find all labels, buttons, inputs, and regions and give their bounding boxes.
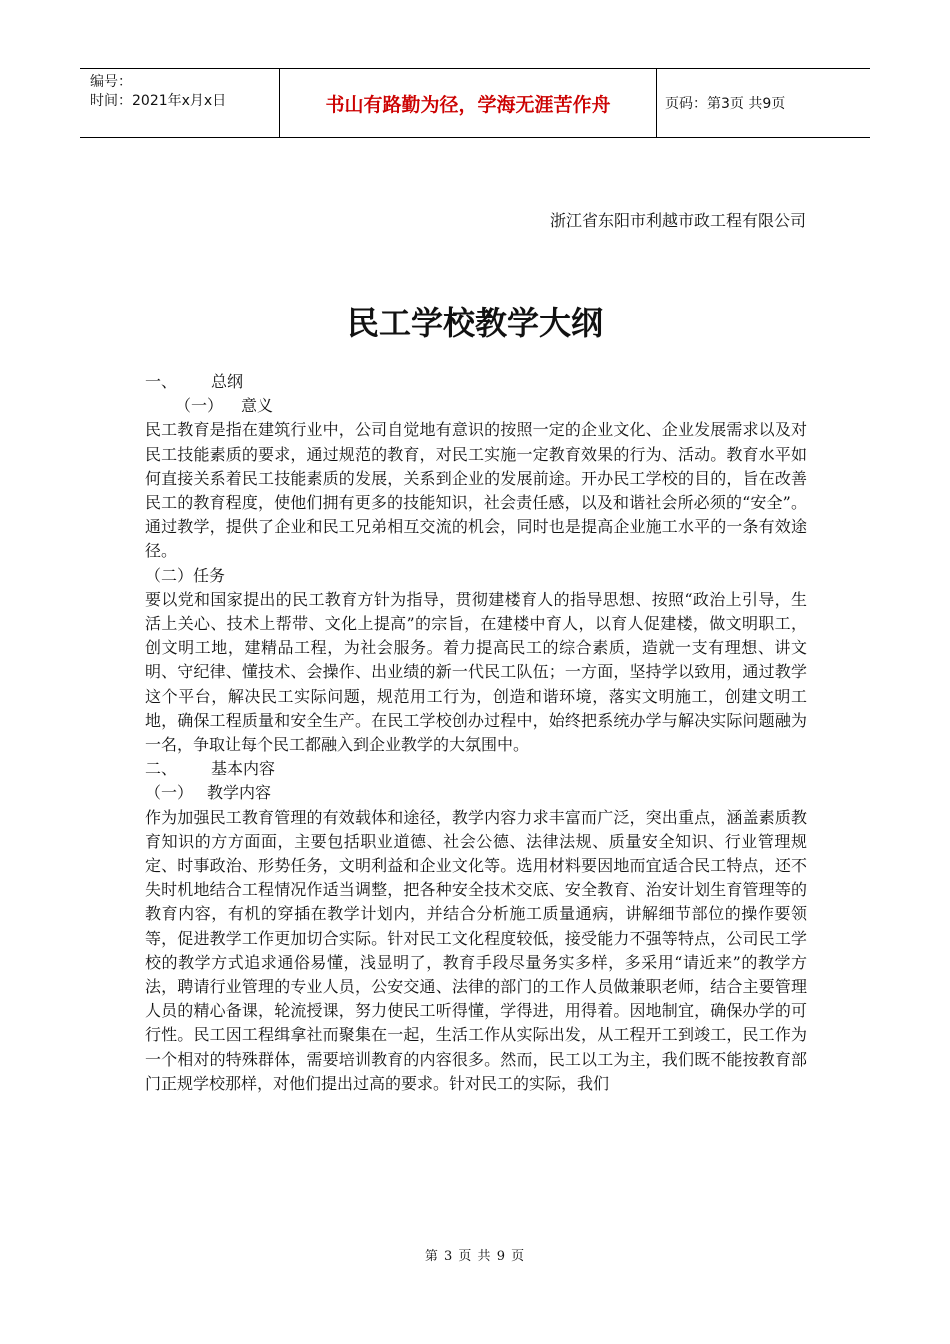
- section-heading-1: [145, 370, 807, 394]
- section-number: 一、: [145, 372, 178, 391]
- document-body: [145, 370, 807, 1096]
- header-motto: 书山有路勤为径，学海无涯苦作舟: [280, 69, 657, 137]
- paragraph-tasks: 要以党和国家提出的民工教育方针为指导，贯彻建楼育人的指导思想、按照“政治上引导，生活上关心、技术上帮带、文化上提高”的宗旨，在建楼中育人，以育人促建楼，做文明职工，创文明工地，建精品工程，为社会服务。着力提高民工的综合素质，造就一支有理想、讲文明、守纪律、懂技术、会操作、出业绩的新一代民工队伍；一方面，坚持学以致用，通过教学这个平台，解决民工实际问题，规范用工行为，创造和谐环境，落实文明施工，创建文明工地，确保工程质量和安全生产。在民工学校创办过程中，始终把系统办学与解决实际问题融为一名，争取让每个民工都融入到企业教学的大氛围中。: [145, 589, 807, 755]
- header-page-info: 页码：第3页 共9页: [665, 96, 786, 112]
- section-number: 二、: [145, 759, 178, 779]
- subsection-title: 教学内容: [207, 783, 272, 803]
- subsection-number: （一）: [175, 396, 224, 416]
- subsection-heading-1-1: [145, 394, 807, 418]
- section-title: 基本内容: [211, 759, 276, 779]
- date-label: 时间：2021年x月x日: [90, 93, 227, 109]
- header-meta: [80, 69, 280, 137]
- paragraph-teaching-content: 作为加强民工教育管理的有效载体和途径，教学内容力求丰富而广泛，突出重点，涵盖素质教育知识的方方面面，主要包括职业道德、社会公德、法律法规、质量安全知识、行业管理规定、时事政治、形势任务，文明利益和企业文化等。选用材料要因地而宜适合民工特点，还不失时机地结合工程情况作适当调整，把各种安全技术交底、安全教育、治安计划生育管理等的教育内容，有机的穿插在教学计划内，并结合分析施工质量通病，讲解细节部位的操作要领等，促进教学工作更加切合实际。针对民工文化程度较低，接受能力不强等特点，公司民工学校的教学方式追求通俗易懂，浅显明了，教育手段尽量务实多样，多采用“请近来”的教学方法，聘请行业管理的专业人员，公安交通、法律的部门的工作人员做兼职老师，结合主要管理人员的精心备课，轮流授课，努力使民工听得懂，学得进，用得着。因地制宜，确保办学的可行性。民工因工程缉拿社而聚集在一起，生活工作从实际出发，从工程开工到竣工，民工作为一个相对的特殊群体，需要培训教育的内容很多。然而，民工以工为主，我们既不能按教育部门正规学校那样，对他们提出过高的要求。针对民工的实际，我们: [145, 807, 807, 1093]
- subsection-heading-2-1: [145, 781, 807, 805]
- page-header: [80, 68, 870, 138]
- document-title: 民工学校教学大纲: [346, 304, 603, 342]
- number-label: 编号：: [90, 74, 132, 90]
- paragraph-meaning: 民工教育是指在建筑行业中，公司自觉地有意识的按照一定的企业文化、企业发展需求以及对民工技能素质的要求，通过规范的教育，对民工实施一定教育效果的行为、活动。教育水平如何直接关系着民工技能素质的发展，关系到企业的发展前途。开办民工学校的目的，旨在改善民工的教育程度，使他们拥有更多的技能知识，社会责任感，以及和谐社会所必须的“安全”。通过教学，提供了企业和民工兄弟相互交流的机会，同时也是提高企业施工水平的一条有效途径。: [145, 420, 807, 561]
- subsection-title: 意义: [241, 396, 274, 416]
- section-heading-2: [145, 757, 807, 781]
- subsection-number: （一）: [145, 783, 194, 803]
- section-title: 总纲: [211, 372, 244, 391]
- subsection-heading-1-2: （二）任务: [145, 565, 226, 585]
- company-name: 浙江省东阳市利越市政工程有限公司: [549, 211, 806, 230]
- page-footer: 第 3 页 共 9 页: [424, 1249, 526, 1264]
